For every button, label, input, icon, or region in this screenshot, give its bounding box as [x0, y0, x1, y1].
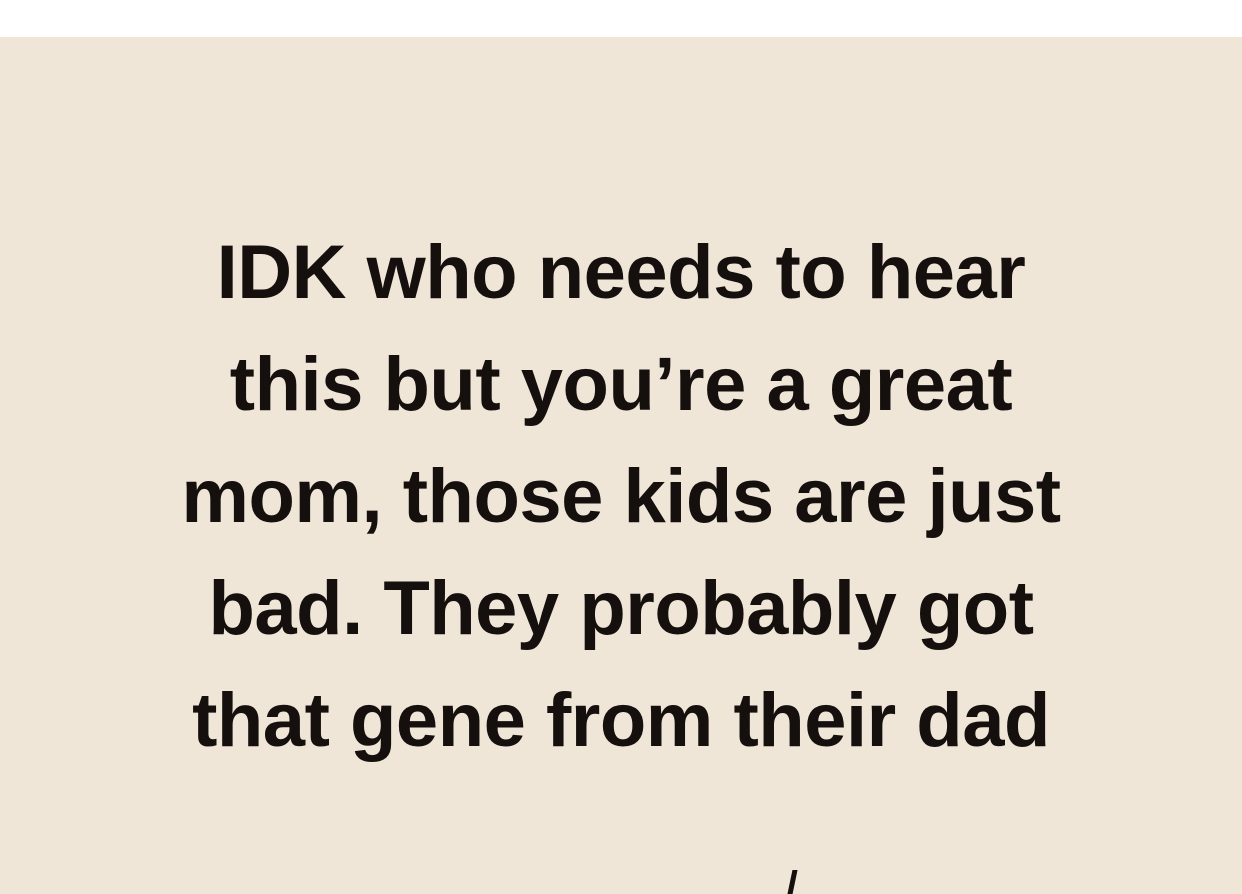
quote-line-2: this but you’re a great — [229, 342, 1013, 427]
quote-line-3: mom, those kids are just — [181, 454, 1061, 539]
quote-line-5: that gene from their dad — [192, 678, 1050, 763]
top-border — [0, 0, 1242, 37]
quote-text — [60, 217, 1182, 777]
partial-glyph-mark — [781, 870, 801, 894]
quote-line-1: IDK who needs to hear — [216, 230, 1026, 315]
quote-card — [0, 37, 1242, 894]
quote-line-4: bad. They probably got — [208, 566, 1034, 651]
